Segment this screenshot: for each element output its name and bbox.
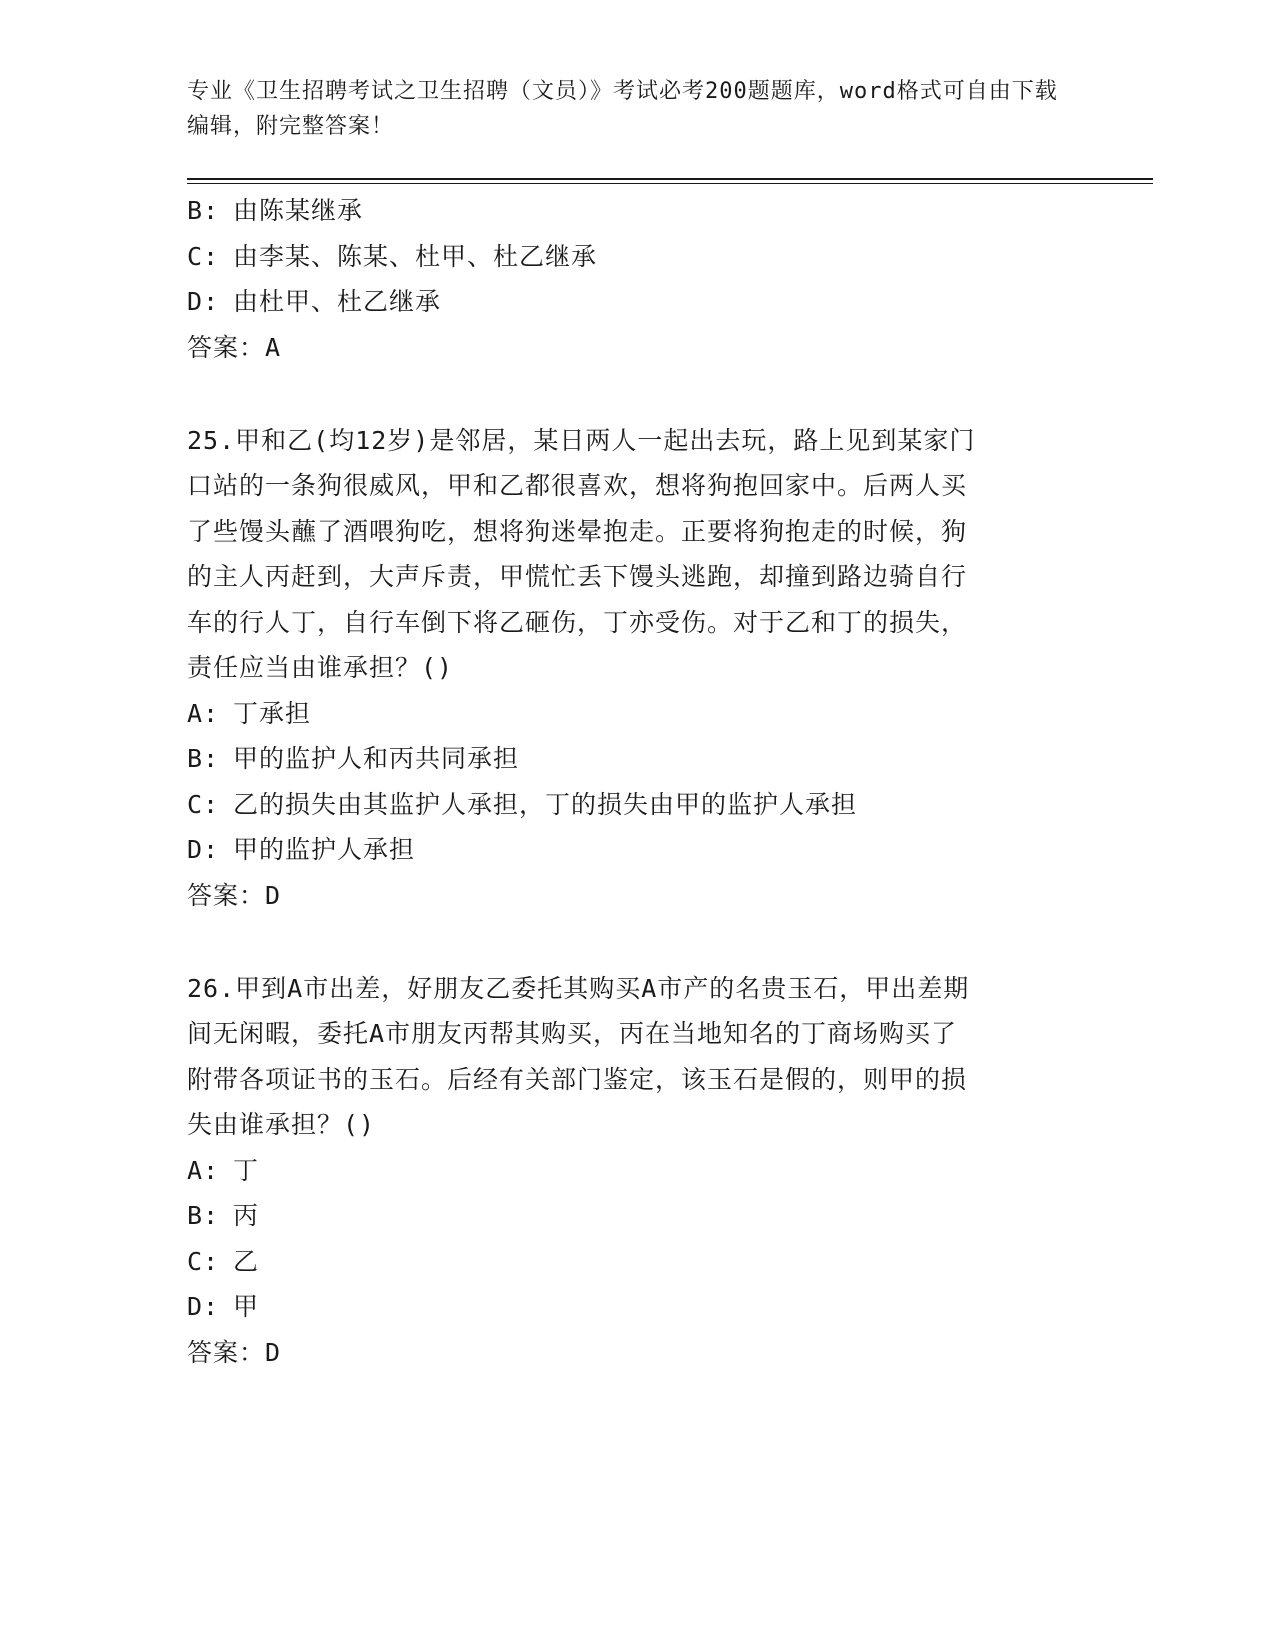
option-c [187,234,1087,280]
answer-value: D [265,880,282,910]
question-stem [187,418,1087,691]
option-key: B: [187,744,220,773]
question-line: 间无闲暇，委托A市朋友丙帮其购买，丙在当地知名的丁商场购买了 [187,1019,958,1048]
answer-label: 答案： [187,880,266,910]
answer-label: 答案： [187,332,266,362]
option-key: C: [187,1246,220,1276]
question-content [187,188,1087,1376]
option-b [187,1193,1087,1239]
answer-value: A [265,332,282,362]
option-text: 由李某、陈某、杜甲、杜乙继承 [233,241,598,271]
option-key: A: [187,698,220,728]
question-block-24 [187,188,1087,371]
option-text: 甲 [233,1292,260,1321]
question-line: 失由谁承担？() [187,1110,376,1139]
option-key: B: [187,1201,220,1230]
question-line: 了些馒头蘸了酒喂狗吃，想将狗迷晕抱走。正要将狗抱走的时候，狗 [187,516,968,546]
question-line: 26.甲到A市出差，好朋友乙委托其购买A市产的名贵玉石，甲出差期 [187,973,970,1003]
header-rule-thick [187,178,1153,180]
question-line: 附带各项证书的玉石。后经有关部门鉴定，该玉石是假的，则甲的损 [187,1064,968,1094]
option-a [187,691,1087,737]
question-stem [187,966,1087,1148]
question-block-25 [187,418,1087,919]
option-key: A: [187,1155,220,1185]
answer-line [187,325,1087,371]
option-b [187,188,1087,234]
header-rule-thin [187,183,1153,184]
option-key: B: [187,196,220,225]
question-line: 25.甲和乙(均12岁)是邻居，某日两人一起出去玩，路上见到某家门 [187,425,976,455]
option-text: 甲的监护人和丙共同承担 [233,744,520,773]
option-a [187,1148,1087,1194]
option-text: 乙的损失由其监护人承担，丁的损失由甲的监护人承担 [233,789,858,819]
question-line: 车的行人丁，自行车倒下将乙砸伤，丁亦受伤。对于乙和丁的损失， [187,607,968,637]
option-key: D: [187,1292,220,1321]
option-key: C: [187,789,220,819]
option-d [187,827,1087,873]
option-key: D: [187,835,220,864]
option-b [187,736,1087,782]
option-c [187,1239,1087,1285]
question-line: 口站的一条狗很威风，甲和乙都很喜欢，想将狗抱回家中。后两人买 [187,471,968,500]
document-header: 专业《卫生招聘考试之卫生招聘（文员）》考试必考200题题库，word格式可自由下载编辑，附完整答案！ [187,79,1058,139]
option-d [187,279,1087,325]
option-d [187,1284,1087,1330]
option-text: 丙 [233,1201,260,1230]
option-c [187,782,1087,828]
question-block-26 [187,966,1087,1376]
question-line: 责任应当由谁承担？() [187,653,454,682]
option-text: 由陈某继承 [233,196,364,225]
option-text: 丁 [233,1155,260,1185]
option-text: 丁承担 [233,698,312,728]
option-text: 甲的监护人承担 [233,835,416,864]
answer-line [187,873,1087,919]
question-line: 的主人丙赶到，大声斥责，甲慌忙丢下馒头逃跑，却撞到路边骑自行 [187,562,968,591]
option-key: C: [187,241,220,271]
answer-value: D [265,1337,282,1367]
option-text: 由杜甲、杜乙继承 [233,287,442,316]
option-text: 乙 [233,1246,260,1276]
option-key: D: [187,287,220,316]
answer-label: 答案： [187,1337,266,1367]
answer-line [187,1330,1087,1376]
